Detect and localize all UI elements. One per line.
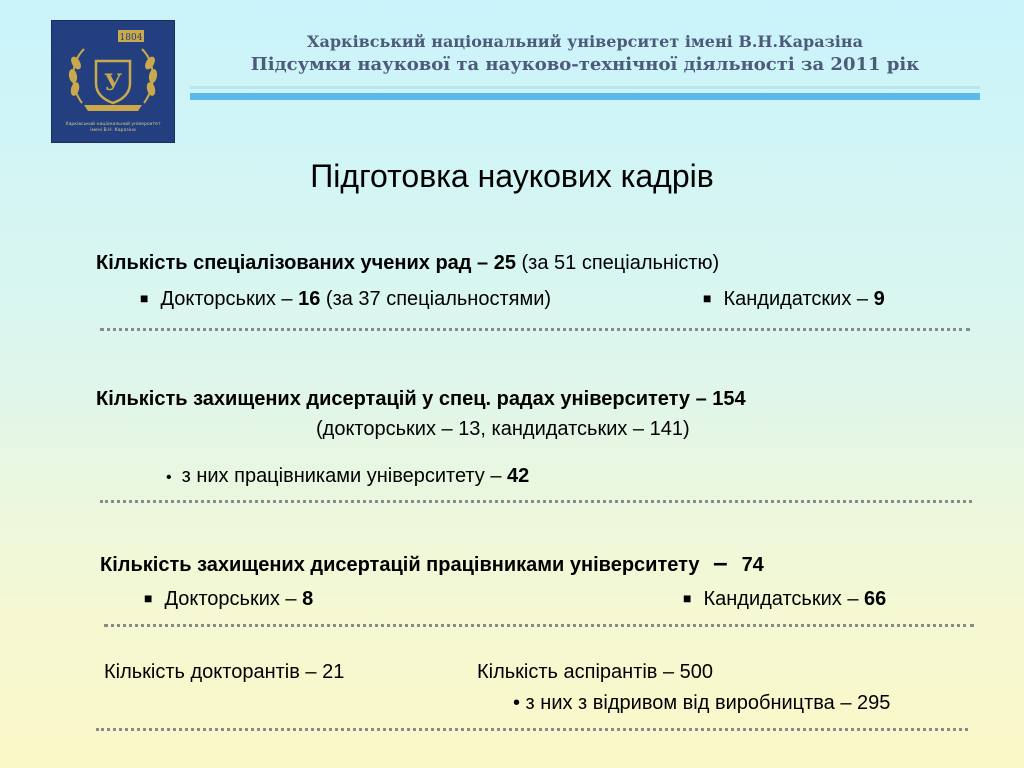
header-summary-title: Підсумки наукової та науково-технічної діяльності за 2011 рік <box>250 54 920 75</box>
square-bullet-icon: ■ <box>144 590 153 606</box>
dotted-separator <box>100 328 970 331</box>
dot-bullet-icon: • <box>166 469 172 486</box>
councils-doctoral-note: (за 37 спеціальностями) <box>320 288 552 310</box>
defended-by-staff-label: з них працівниками університету – <box>181 465 508 487</box>
staff-theses-dash: – <box>713 547 728 577</box>
staff-theses-label: Кількість захищених дисертацій працівниками університету <box>100 554 700 576</box>
councils-count-note: (за 51 спеціальністю) <box>515 252 720 274</box>
staff-doctoral-value: 8 <box>302 588 314 610</box>
councils-doctoral-label: Докторських – <box>160 288 299 310</box>
page-title: Підготовка наукових кадрів <box>310 158 714 194</box>
square-bullet-icon: ■ <box>703 290 712 306</box>
defended-theses-line: Кількість захищених дисертацій у спец. радах університету – 154 <box>96 388 746 410</box>
header-divider-thick <box>190 93 980 100</box>
dotted-separator <box>96 728 968 731</box>
councils-candidate-item <box>703 288 885 311</box>
staff-candidate-value: 66 <box>864 588 887 610</box>
staff-theses-total: 74 <box>741 554 764 576</box>
header-university-name: Харківський національний університет імені В.Н.Каразіна <box>307 32 863 51</box>
dotted-separator <box>104 624 974 627</box>
councils-count-bold: Кількість спеціалізованих учених рад – 25 <box>96 252 516 274</box>
university-crest-icon <box>52 21 174 142</box>
svg-text:Харківський національний уніве: Харківський національний університет <box>65 122 161 127</box>
aspirants-count: Кількість аспірантів – 500 <box>477 661 714 683</box>
dotted-separator <box>100 500 972 503</box>
councils-doctoral-value: 16 <box>298 288 321 310</box>
councils-candidate-value: 9 <box>873 288 885 310</box>
svg-text:1804: 1804 <box>119 33 143 43</box>
staff-candidate-item <box>683 588 886 611</box>
defended-theses-breakdown: (докторських – 13, кандидатських – 141) <box>316 418 690 440</box>
aspirants-off-job: • з них з відривом від виробництва – 295 <box>513 692 891 714</box>
councils-candidate-label: Кандидатских – <box>723 288 874 310</box>
university-logo <box>52 21 174 142</box>
square-bullet-icon: ■ <box>683 590 692 606</box>
staff-theses-line <box>100 547 764 578</box>
header-divider-thin <box>190 86 980 89</box>
svg-text:У: У <box>104 70 122 96</box>
staff-doctoral-label: Докторських – <box>164 588 303 610</box>
councils-doctoral-item <box>140 288 551 311</box>
square-bullet-icon: ■ <box>140 290 149 306</box>
councils-count-line <box>96 252 719 275</box>
defended-by-staff-item <box>166 465 529 488</box>
svg-text:імені В.Н. Каразіна: імені В.Н. Каразіна <box>90 128 136 133</box>
doctorants-count: Кількість докторантів – 21 <box>104 661 345 683</box>
defended-by-staff-value: 42 <box>507 465 530 487</box>
staff-candidate-label: Кандидатських – <box>703 588 864 610</box>
staff-doctoral-item <box>144 588 313 611</box>
